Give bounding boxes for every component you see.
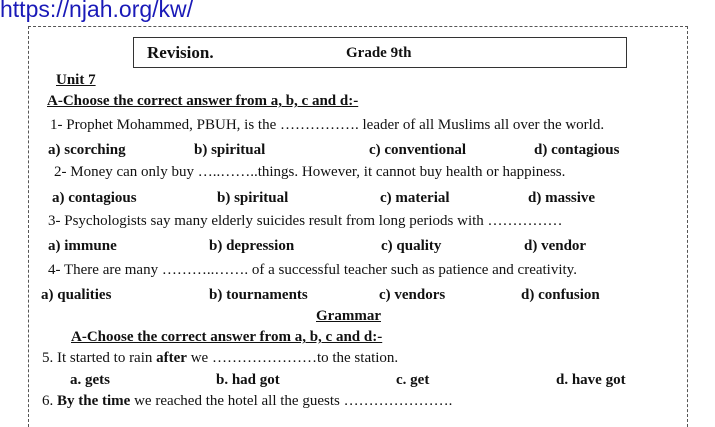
question-4-text: 4- There are many ………..……. of a successful teacher such as patience and creativity. bbox=[48, 262, 577, 278]
q5-text-end: we …………………to the station. bbox=[186, 350, 399, 366]
q3-option-b: b) depression bbox=[209, 238, 295, 254]
question-1-text: 1- Prophet Mohammed, PBUH, is the ……………. leader of all Muslims all over the world. bbox=[50, 117, 605, 133]
q6-text-end: we reached the hotel all the guests …………………. bbox=[130, 393, 453, 409]
q5-text-start: 5. It started to rain bbox=[42, 350, 157, 366]
q2-option-d: d) massive bbox=[528, 190, 596, 206]
grammar-section-heading: A-Choose the correct answer from a, b, c and d:- bbox=[71, 329, 383, 345]
question-5-text bbox=[42, 349, 398, 367]
q4-option-b: b) tournaments bbox=[209, 287, 308, 303]
q4-option-a: a) qualities bbox=[41, 287, 112, 303]
q4-option-d: d) confusion bbox=[521, 287, 600, 303]
grade-label: Grade 9th bbox=[346, 45, 412, 61]
q3-option-d: d) vendor bbox=[524, 238, 587, 254]
q2-option-a: a) contagious bbox=[52, 190, 137, 206]
question-3-text: 3- Psychologists say many elderly suicides result from long periods with …………… bbox=[48, 213, 563, 229]
q6-keyword: By the time bbox=[57, 393, 131, 409]
question-6-text bbox=[42, 392, 452, 410]
q6-text-start: 6. bbox=[42, 393, 57, 409]
q2-option-b: b) spiritual bbox=[217, 190, 289, 206]
source-url[interactable]: https://njah.org/kw/ bbox=[0, 0, 194, 22]
unit-label: Unit 7 bbox=[56, 72, 96, 88]
header-box bbox=[133, 37, 627, 68]
q3-option-a: a) immune bbox=[48, 238, 117, 254]
q1-option-a: a) scorching bbox=[48, 142, 126, 158]
worksheet-title: Revision. bbox=[147, 43, 214, 62]
q1-option-c: c) conventional bbox=[369, 142, 467, 158]
grammar-heading: Grammar bbox=[316, 308, 381, 324]
q2-option-c: c) material bbox=[380, 190, 450, 206]
q5-option-c: c. get bbox=[396, 372, 430, 388]
q3-option-c: c) quality bbox=[381, 238, 442, 254]
q5-option-a: a. gets bbox=[70, 372, 110, 388]
question-2-text: 2- Money can only buy …..……..things. However, it cannot buy health or happiness. bbox=[54, 164, 566, 180]
q5-option-d: d. have got bbox=[556, 372, 626, 388]
q5-option-b: b. had got bbox=[216, 372, 280, 388]
q4-option-c: c) vendors bbox=[379, 287, 446, 303]
q1-option-d: d) contagious bbox=[534, 142, 620, 158]
q5-keyword: after bbox=[156, 350, 187, 366]
q1-option-b: b) spiritual bbox=[194, 142, 266, 158]
section-a-heading: A-Choose the correct answer from a, b, c and d:- bbox=[47, 93, 359, 109]
